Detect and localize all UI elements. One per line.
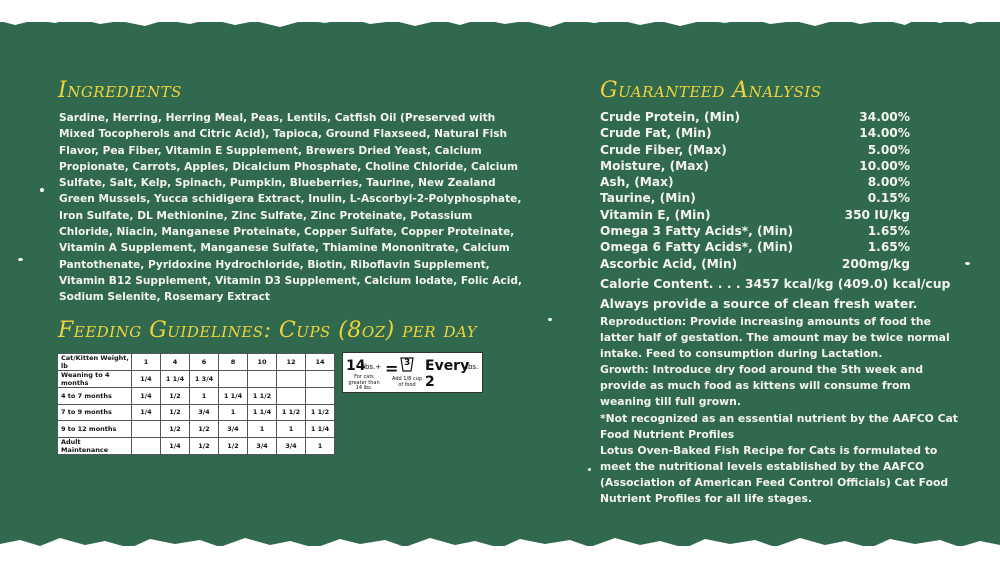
table-header-cell: 8 (219, 354, 248, 371)
table-cell: 3/4 (219, 421, 248, 438)
table-row (58, 388, 335, 405)
table-cell: 1/4 (161, 437, 190, 454)
analysis-label: Vitamin E, (Min) (600, 207, 711, 222)
analysis-value: 10.00% (859, 158, 910, 173)
table-cell (132, 421, 161, 438)
table-cell: 3/4 (248, 437, 277, 454)
analysis-row (600, 158, 910, 174)
table-header-cell: 1 (132, 354, 161, 371)
paint-speck (40, 188, 44, 192)
analysis-notes (600, 314, 965, 507)
table-cell: 1 1/4 (161, 371, 190, 388)
torn-edge-top (0, 0, 1000, 40)
analysis-label: Crude Protein, (Min) (600, 110, 741, 124)
analysis-note: *Not recognized as an essential nutrient by the AAFCO Cat Food Nutrient Profiles (600, 411, 958, 441)
analysis-row (600, 223, 910, 239)
table-cell: 1 1/2 (277, 404, 306, 421)
analysis-label: Omega 6 Fatty Acids*, (Min) (600, 240, 794, 255)
table-cell: 1 1/4 (248, 404, 277, 421)
analysis-row (600, 125, 910, 141)
table-cell: 3/4 (277, 437, 306, 454)
badge-weight: 14 (346, 358, 366, 374)
analysis-heading: Guaranteed Analysis (600, 78, 822, 103)
badge-every-unit: lbs. (466, 363, 479, 371)
analysis-value: 1.65% (867, 224, 910, 239)
analysis-row (600, 207, 910, 223)
table-cell (277, 388, 306, 405)
table-cell: 1 (219, 404, 248, 421)
analysis-row (600, 239, 910, 255)
table-header-cell: 6 (190, 354, 219, 371)
feeding-badge (342, 352, 483, 393)
paint-speck (588, 468, 591, 471)
analysis-value: 1.65% (867, 240, 910, 255)
ingredients-text: Sardine, Herring, Herring Meal, Peas, Lentils, Catfish Oil (Preserved with Mixed Tocopherols and Citric Acid), Tapioca, Ground Flaxseed, Natural Fish Flavor, Pea Fiber, Vitamin E Supplement, Brewers Dried Yeast, Calcium Propionate, Carrots, Apples, Dicalcium Phosphate, Choline Chloride, Calcium Sulfate, Salt, Kelp, Spinach, Pumpkin, Blueberries, Taurine, New Zealand Green Mussels, Yucca schidigera Extract, Inulin, L-Ascorbyl-2-Polyphosphate, Iron Sulfate, DL Methionine, Zinc Sulfate, Zinc Proteinate, Potassium Chloride, Niacin, Manganese Proteinate, Copper Sulfate, Copper Proteinate, Vitamin A Supplement, Manganese Sulfate, Thiamine Mononitrate, Calcium Pantothenate, Pyridoxine Hydrochloride, Biotin, Riboflavin Supplement, Vitamin B12 Supplement, Vitamin D3 Supplement, Calcium Iodate, Folic Acid, Sodium Selenite, Rosemary Extract (59, 112, 522, 304)
feeding-table (57, 353, 335, 455)
table-cell (306, 388, 335, 405)
table-cell: 1/2 (161, 421, 190, 438)
analysis-row (600, 174, 910, 190)
ingredients-heading: Ingredients (58, 78, 182, 103)
table-cell: 1/2 (190, 421, 219, 438)
analysis-value: 350 IU/kg (844, 207, 910, 222)
analysis-row (600, 109, 910, 125)
analysis-value: 5.00% (867, 142, 910, 157)
table-cell: 3/4 (190, 404, 219, 421)
analysis-row (600, 190, 910, 206)
analysis-label: Taurine, (Min) (600, 191, 696, 206)
analysis-value: 200mg/kg (841, 256, 910, 271)
paint-speck (548, 318, 552, 321)
badge-note-left: For cats greater than 14 lbs. (348, 374, 380, 391)
analysis-label: Crude Fat, (Min) (600, 126, 712, 141)
table-header-row (58, 354, 335, 371)
table-cell: 1 1/2 (248, 388, 277, 405)
table-row-label: 7 to 9 months (58, 404, 132, 421)
table-cell: 1 1/2 (306, 404, 335, 421)
analysis-note: Reproduction: Provide increasing amounts of food the latter half of gestation. The amount may be twice normal intake. Feed to consumption during Lactation. (600, 315, 950, 361)
table-cell: 1/2 (161, 388, 190, 405)
analysis-list (600, 109, 910, 272)
analysis-label: Ascorbic Acid, (Min) (600, 256, 738, 271)
analysis-value: 0.15% (867, 191, 910, 206)
paint-speck (18, 258, 23, 261)
table-cell (248, 371, 277, 388)
analysis-label: Ash, (Max) (600, 175, 674, 190)
analysis-label: Omega 3 Fatty Acids*, (Min) (600, 224, 794, 239)
torn-edge-bottom (0, 530, 1000, 574)
table-row-label: 9 to 12 months (58, 421, 132, 438)
table-row (58, 371, 335, 388)
table-header-cell: 12 (277, 354, 306, 371)
table-cell (219, 371, 248, 388)
table-header-cell: Cat/Kitten Weight, lb (58, 354, 132, 371)
table-cell: 1/4 (132, 404, 161, 421)
table-row-label: 4 to 7 months (58, 388, 132, 405)
table-cell: 1/4 (132, 371, 161, 388)
feeding-heading: Feeding Guidelines: Cups (8oz) per day (58, 318, 478, 343)
table-cell: 1 3/4 (190, 371, 219, 388)
table-cell: 1 (306, 437, 335, 454)
table-cell: 1 (190, 388, 219, 405)
analysis-value: 34.00% (859, 110, 910, 124)
table-header-cell: 14 (306, 354, 335, 371)
badge-every: Every 2 (425, 358, 470, 390)
table-cell (306, 371, 335, 388)
badge-weight-unit: lbs.+ (363, 363, 382, 371)
table-cell: 1 1/4 (219, 388, 248, 405)
analysis-value: 8.00% (867, 175, 910, 190)
table-row-label: Adult Maintenance (58, 437, 132, 454)
water-note: Always provide a source of clean fresh water. (600, 296, 918, 311)
table-row (58, 421, 335, 438)
analysis-label: Moisture, (Max) (600, 158, 709, 173)
table-cell: 1 1/4 (306, 421, 335, 438)
table-row (58, 404, 335, 421)
analysis-note: Growth: Introduce dry food around the 5th week and provide as much food as kittens will consume from weaning till full grown. (600, 363, 924, 409)
table-cell: 1 (277, 421, 306, 438)
table-cell: 1/2 (161, 404, 190, 421)
paint-speck (965, 262, 970, 265)
calorie-content: Calorie Content. . . . 3457 kcal/kg (409.0) kcal/cup (600, 276, 951, 291)
analysis-label: Crude Fiber, (Max) (600, 142, 727, 157)
table-cell (277, 371, 306, 388)
table-header-cell: 4 (161, 354, 190, 371)
analysis-row (600, 142, 910, 158)
table-cell: 1/2 (219, 437, 248, 454)
table-header-cell: 10 (248, 354, 277, 371)
table-cell: 1 (248, 421, 277, 438)
badge-note-right: Add 1/8 cup of food (392, 376, 422, 388)
analysis-note: Lotus Oven-Baked Fish Recipe for Cats is formulated to meet the nutritional levels established by the AAFCO (Association of American Feed Control Officials) Cat Food Nutrient Profiles for all life stages. (600, 443, 949, 506)
table-cell (132, 437, 161, 454)
table-cell: 1/4 (132, 388, 161, 405)
table-row-label: Weaning to 4 months (58, 371, 132, 388)
badge-equals: = (385, 359, 399, 378)
table-cell: 1/2 (190, 437, 219, 454)
badge-cup-number: 3 (404, 358, 411, 368)
analysis-value: 14.00% (859, 126, 910, 141)
analysis-row (600, 256, 910, 272)
table-row (58, 437, 335, 454)
